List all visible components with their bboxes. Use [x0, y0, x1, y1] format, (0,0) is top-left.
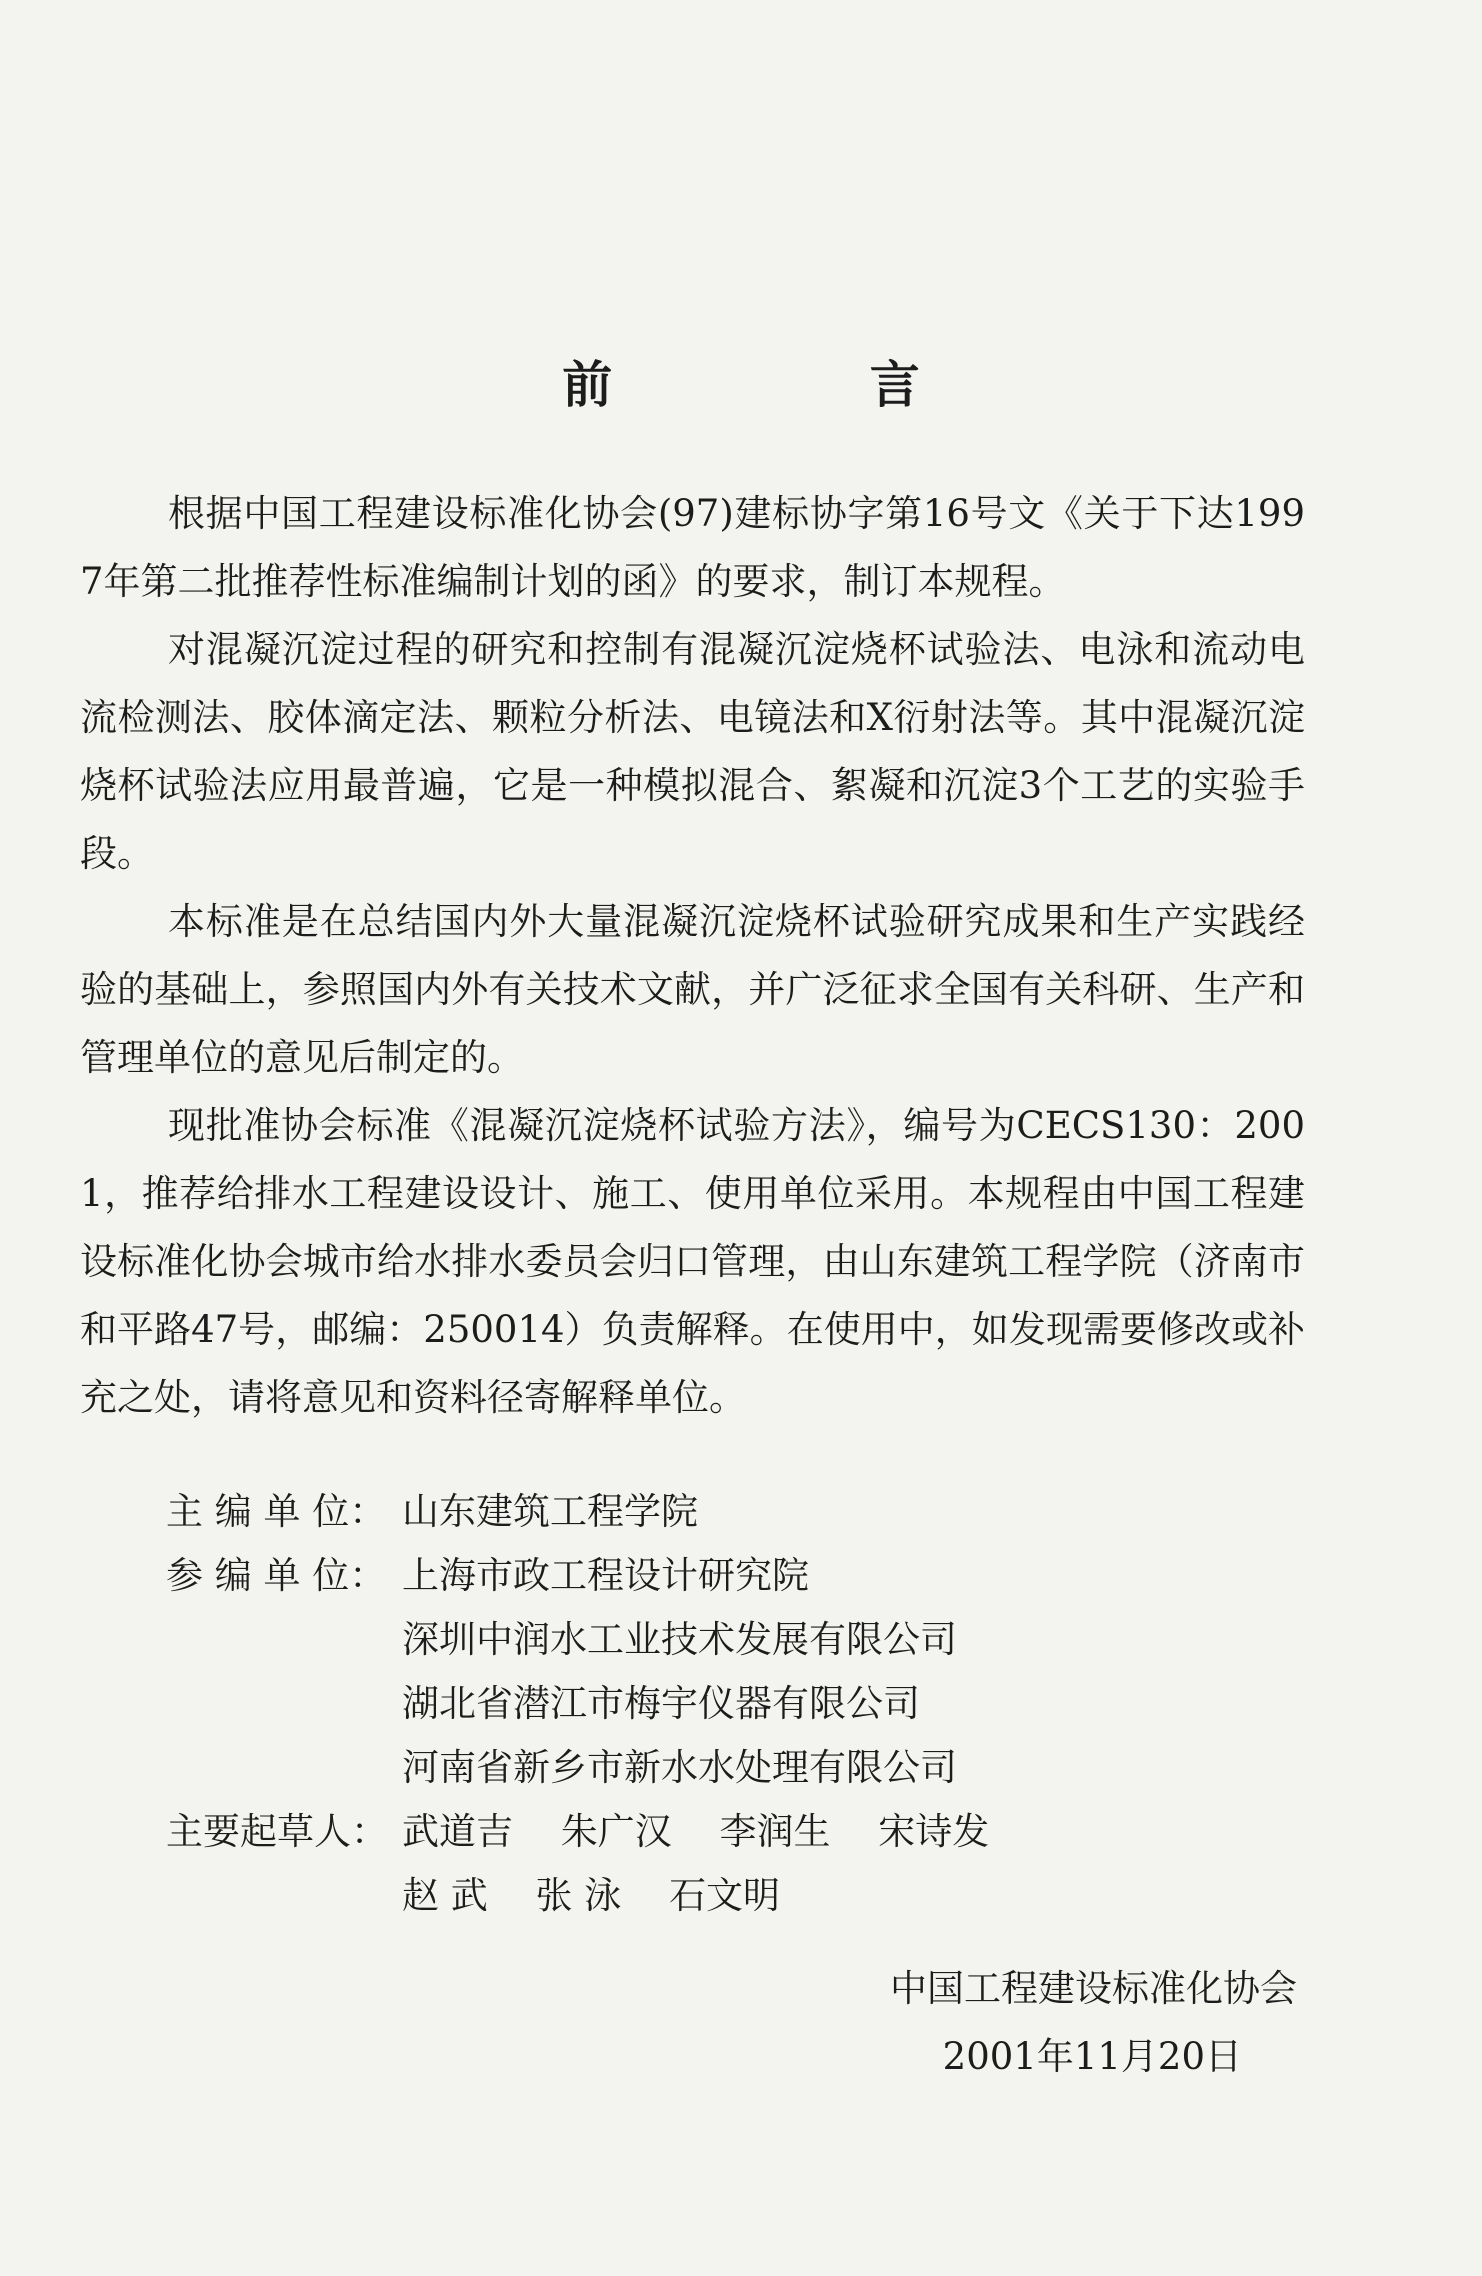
participating-unit-row: [166, 1544, 1306, 1608]
participating-unit-value: 湖北省潜江市梅宇仪器有限公司: [402, 1682, 920, 1725]
participating-unit-value: 深圳中润水工业技术发展有限公司: [402, 1618, 957, 1661]
drafters-list: [402, 1800, 1025, 1864]
drafter-name: 石文明: [669, 1874, 781, 1917]
chief-unit-label: 主 编 单 位：: [166, 1490, 387, 1533]
paragraph-methods: 对混凝沉淀过程的研究和控制有混凝沉淀烧杯试验法、电泳和流动电流检测法、胶体滴定法、颗粒分析法、电镜法和X衍射法等。其中混凝沉淀烧杯试验法应用最普遍，它是一种模拟混合、絮凝和沉淀3个工艺的实验手段。: [80, 628, 1305, 875]
page-title: 前 言: [562, 356, 1040, 414]
drafters-label: 主要起草人：: [166, 1810, 388, 1853]
participating-unit-row: [166, 1672, 1306, 1736]
participating-unit-label: 参 编 单 位：: [166, 1554, 387, 1597]
paragraph-basis: 根据中国工程建设标准化协会(97)建标协字第16号文《关于下达1997年第二批推荐性标准编制计划的函》的要求，制订本规程。: [80, 492, 1305, 603]
participating-unit-value: 河南省新乡市新水水处理有限公司: [402, 1746, 957, 1789]
editorial-units: [166, 1480, 1306, 1928]
paragraph-development: 本标准是在总结国内外大量混凝沉淀烧杯试验研究成果和生产实践经验的基础上，参照国内外有关技术文献，并广泛征求全国有关科研、生产和管理单位的意见后制定的。: [80, 900, 1305, 1079]
drafters-row: [166, 1800, 1306, 1864]
drafter-name: 李润生: [719, 1810, 831, 1853]
drafter-name: 赵 武: [402, 1874, 488, 1917]
chief-unit-value: 山东建筑工程学院: [402, 1490, 698, 1533]
signoff-date: 2001年11月20日: [942, 2035, 1242, 2078]
drafter-name: 武道吉: [402, 1810, 513, 1853]
chief-unit-row: [166, 1480, 1306, 1544]
paragraph-approval: 现批准协会标准《混凝沉淀烧杯试验方法》，编号为CECS130：2001，推荐给排水工程建设设计、施工、使用单位采用。本规程由中国工程建设标准化协会城市给水排水委员会归口管理，由山东建筑工程学院（济南市和平路47号，邮编：250014）负责解释。在使用中，如发现需要修改或补充之处，请将意见和资料径寄解释单位。: [80, 1104, 1305, 1419]
drafter-name: 张 泳: [535, 1874, 622, 1917]
drafter-name: 宋诗发: [878, 1810, 990, 1853]
drafters-row: [166, 1864, 1306, 1928]
signoff-block: [890, 1955, 1297, 2091]
participating-unit-row: [166, 1736, 1306, 1800]
foreword-body: [80, 480, 1305, 1432]
participating-unit-value: 上海市政工程设计研究院: [402, 1554, 809, 1597]
signoff-organization: 中国工程建设标准化协会: [890, 1967, 1297, 2010]
drafters-list: [402, 1864, 816, 1928]
participating-unit-row: [166, 1608, 1306, 1672]
drafter-name: 朱广汉: [560, 1810, 672, 1853]
